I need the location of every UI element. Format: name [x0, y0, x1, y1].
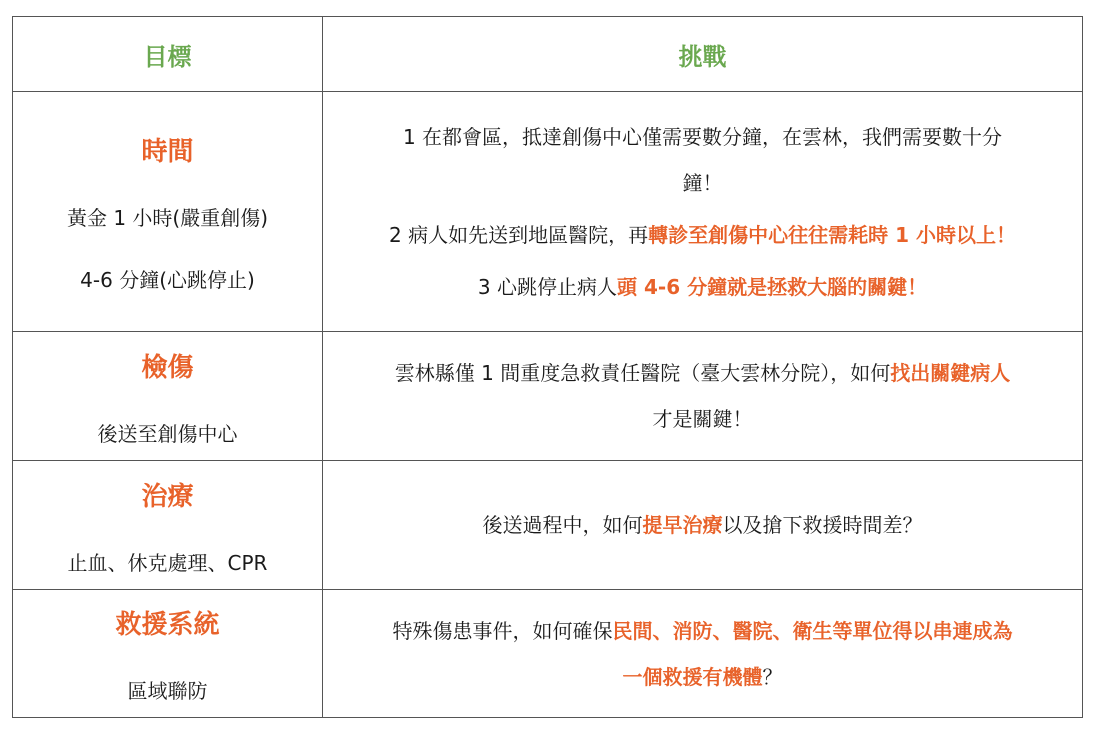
- goal-cell: [13, 92, 323, 332]
- challenge-highlight: 頭 4-6 分鐘就是拯救大腦的關鍵！: [617, 274, 928, 299]
- challenge-line: [329, 407, 1076, 431]
- challenge-text: 鐘！: [682, 170, 723, 195]
- challenge-text: 後送過程中，如何: [482, 513, 643, 537]
- challenge-highlight: 找出關鍵病人: [890, 361, 1011, 385]
- challenge-cell: [323, 332, 1083, 461]
- goal-title: 時間: [141, 137, 194, 167]
- goals-challenges-table: [12, 16, 1083, 718]
- challenge-highlight: 民間、消防、醫院、衛生等單位得以串連成為: [612, 618, 1013, 643]
- challenge-line: [329, 665, 1076, 689]
- goal-line: 區域聯防: [127, 679, 208, 703]
- goal-line: 止血、休克處理、CPR: [67, 550, 268, 575]
- challenge-text: 3 心跳停止病人: [477, 274, 618, 299]
- challenge-line: [329, 361, 1076, 385]
- table-row: [13, 92, 1083, 332]
- table-row: [13, 332, 1083, 461]
- challenge-text: 特殊傷患事件，如何確保: [392, 618, 613, 643]
- goal-title: 檢傷: [141, 352, 194, 383]
- challenge-text: ？: [762, 664, 783, 689]
- goal-line: 黃金 1 小時(嚴重創傷): [66, 206, 269, 230]
- goal-cell: [13, 461, 323, 590]
- challenge-text: 雲林縣僅 1 間重度急救責任醫院（臺大雲林分院），如何: [394, 361, 891, 385]
- challenge-highlight: 轉診至創傷中心往往需耗時 1 小時以上！: [648, 222, 1016, 247]
- header-row: [13, 17, 1083, 92]
- header-goal: 目標: [13, 17, 323, 92]
- table-row: [13, 461, 1083, 590]
- goal-line: 後送至創傷中心: [97, 421, 238, 446]
- challenge-text: 2 病人如先送到地區醫院，再: [389, 222, 649, 247]
- challenge-highlight: 提早治療: [642, 513, 723, 537]
- goal-line: 4-6 分鐘(心跳停止): [80, 268, 255, 292]
- goal-cell: [13, 590, 323, 718]
- challenge-text: 1 在都會區，抵達創傷中心僅需要數分鐘，在雲林，我們需要數十分: [402, 124, 1003, 149]
- challenge-line: [329, 275, 1076, 299]
- goal-title: 治療: [141, 481, 194, 512]
- goal-cell: [13, 332, 323, 461]
- table-row: [13, 590, 1083, 718]
- challenge-cell: [323, 92, 1083, 332]
- challenge-line: [329, 171, 1076, 195]
- challenge-text: 以及搶下救援時間差？: [722, 513, 923, 537]
- goal-title: 救援系統: [115, 610, 220, 640]
- challenge-text: 才是關鍵！: [652, 407, 753, 431]
- challenge-cell: [323, 461, 1083, 590]
- challenge-line: [329, 619, 1076, 643]
- challenge-line: [329, 513, 1076, 537]
- challenge-line: [329, 223, 1076, 247]
- challenge-highlight: 一個救援有機體: [622, 664, 763, 689]
- header-challenge: 挑戰: [323, 17, 1083, 92]
- challenge-line: [329, 125, 1076, 149]
- challenge-cell: [323, 590, 1083, 718]
